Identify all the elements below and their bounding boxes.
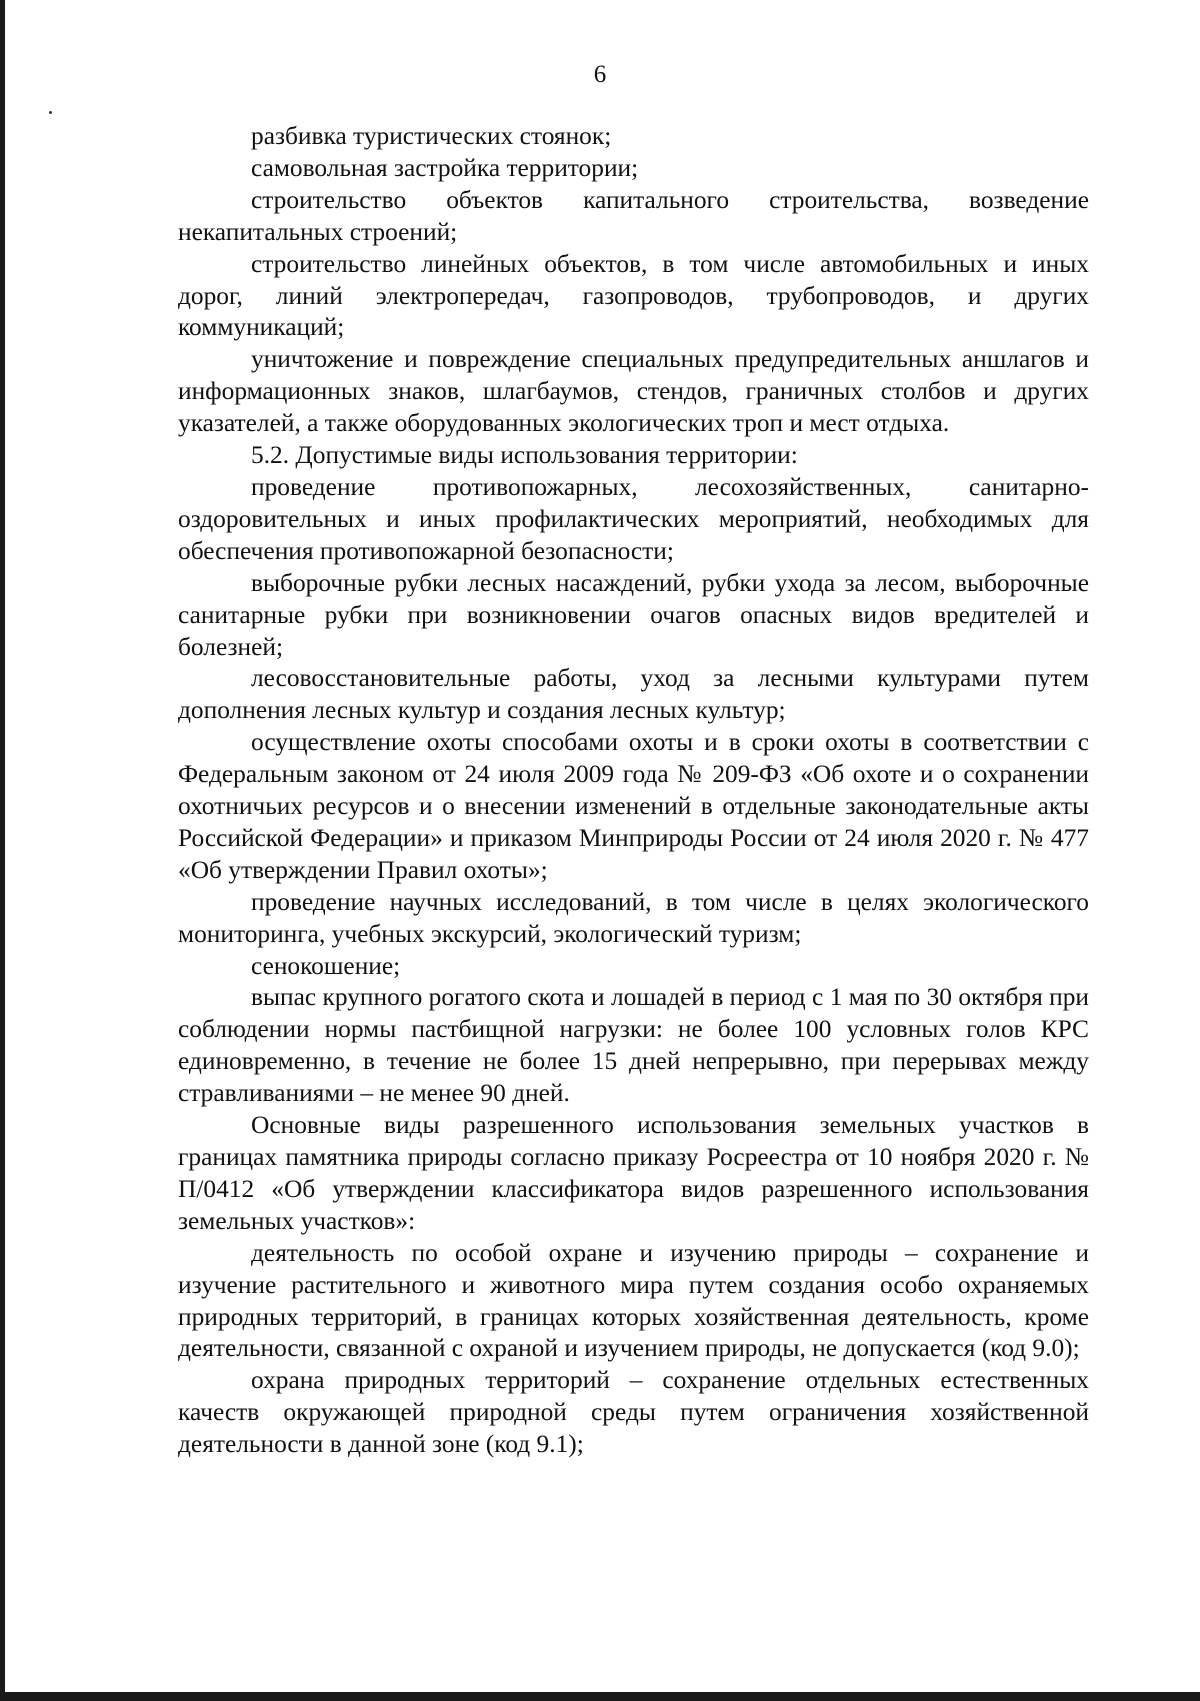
scan-left-edge (0, 0, 5, 1701)
paragraph-sign-damage: уничтожение и повреждение специальных предупредительных аншлагов и информационных знаков, шлагбаумов, стендов, граничных столбов и других указателей, а также оборудованных экологических троп и мест отдыха. (178, 345, 1089, 438)
scan-speck (49, 111, 52, 114)
paragraph-linear-objects: строительство линейных объектов, в том числе автомобильных и иных дорог, линий электропередач, газопроводов, трубопроводов, и других коммуникаций; (178, 249, 1089, 342)
paragraph-tourist-camps: разбивка туристических стоянок; (251, 122, 612, 150)
document-body (178, 121, 1089, 1461)
page-number: 6 (593, 61, 607, 88)
paragraph-hunting: осуществление охоты способами охоты и в сроки охоты в соответствии с Федеральным законом от 24 июля 2009 года № 209-ФЗ «Об охоте и о сохранении охотничьих ресурсов и о внесении изменений в отдельные законодательные акты Российской Федерации» и приказом Минприроды России от 24 июля 2020 г. № 477 «Об утверждении Правил охоты»; (178, 728, 1089, 884)
paragraph-nature-protection-code-9-0: деятельность по особой охране и изучению природы – сохранение и изучение растительного и животного мира путем создания особо охраняемых природных территорий, в границах которых хозяйственная деятельность, кроме деятельности, связанной с охраной и изучением природы, не допускается (код 9.0); (178, 1238, 1089, 1363)
scan-bottom-edge (0, 1692, 1200, 1701)
paragraph-land-use-types: Основные виды разрешенного использования земельных участков в границах памятника природы согласно приказу Росреестра от 10 ноября 2020 г. № П/0412 «Об утверждении классификатора видов разрешенного использования земельных участков»: (178, 1111, 1089, 1235)
paragraph-capital-construction: строительство объектов капитального строительства, возведение некапитальных строений; (178, 185, 1089, 246)
paragraph-grazing: выпас крупного рогатого скота и лошадей в период с 1 мая по 30 октября при соблюдении нормы пастбищной нагрузки: не более 100 условных голов КРС единовременно, в течение не более 15 дней непрерывно, при перерывах между стравливаниями – не менее 90 дней. (178, 983, 1089, 1108)
paragraph-natural-territories-code-9-1: охрана природных территорий – сохранение отдельных естественных качеств окружающей природной среды путем ограничения хозяйственной деятельности в данной зоне (код 9.1); (178, 1366, 1089, 1459)
section-heading-5-2: 5.2. Допустимые виды использования территории: (251, 441, 798, 470)
paragraph-reforestation: лесовосстановительные работы, уход за лесными культурами путем дополнения лесных культур и создания лесных культур; (178, 664, 1089, 725)
paragraph-fire-prevention: проведение противопожарных, лесохозяйственных, санитарно-оздоровительных и иных профилактических мероприятий, необходимых для обеспечения противопожарной безопасности; (178, 472, 1089, 565)
paragraph-haymaking: сенокошение; (251, 951, 401, 980)
paragraph-selective-felling: выборочные рубки лесных насаждений, рубки ухода за лесом, выборочные санитарные рубки при возникновении очагов опасных видов вредителей и болезней; (178, 568, 1089, 661)
paragraph-unauthorized-building: самовольная застройка территории; (251, 153, 639, 182)
paragraph-research: проведение научных исследований, в том числе в целях экологического мониторинга, учебных экскурсий, экологический туризм; (178, 887, 1089, 948)
